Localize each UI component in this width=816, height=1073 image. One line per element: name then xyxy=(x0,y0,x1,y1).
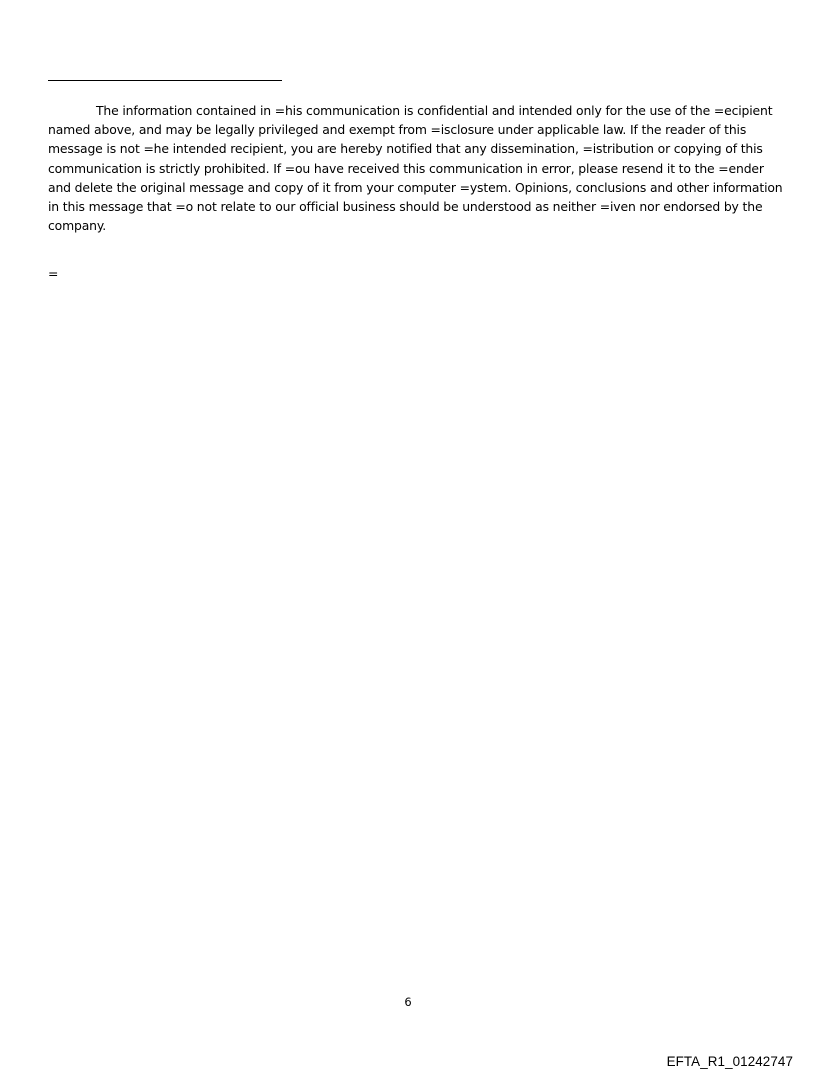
disclaimer-line: named above, and may be legally privileged and exempt from =isclosure under applicable law. If the reader of this xyxy=(48,122,747,138)
bates-number: EFTA_R1_01242747 xyxy=(666,1054,793,1069)
disclaimer-line: communication is strictly prohibited. If =ou have received this communication in error, please resend it to the =ender xyxy=(48,160,764,176)
disclaimer-line: The information contained in =his communication is confidential and intended only for the use of the =ecipient xyxy=(96,103,773,118)
disclaimer-line: company. xyxy=(48,218,107,234)
separator-rule xyxy=(48,80,282,81)
confidentiality-disclaimer xyxy=(48,101,783,235)
disclaimer-line: and delete the original message and copy of it from your computer =ystem. Opinions, conclusions and other information xyxy=(48,179,783,195)
page-number: 6 xyxy=(404,995,412,1009)
trailing-equals-mark: = xyxy=(48,266,59,281)
disclaimer-line: message is not =he intended recipient, you are hereby notified that any dissemination, =istribution or copying of this xyxy=(48,141,763,157)
disclaimer-line: in this message that =o not relate to our official business should be understood as neither =iven nor endorsed by the xyxy=(48,199,763,215)
